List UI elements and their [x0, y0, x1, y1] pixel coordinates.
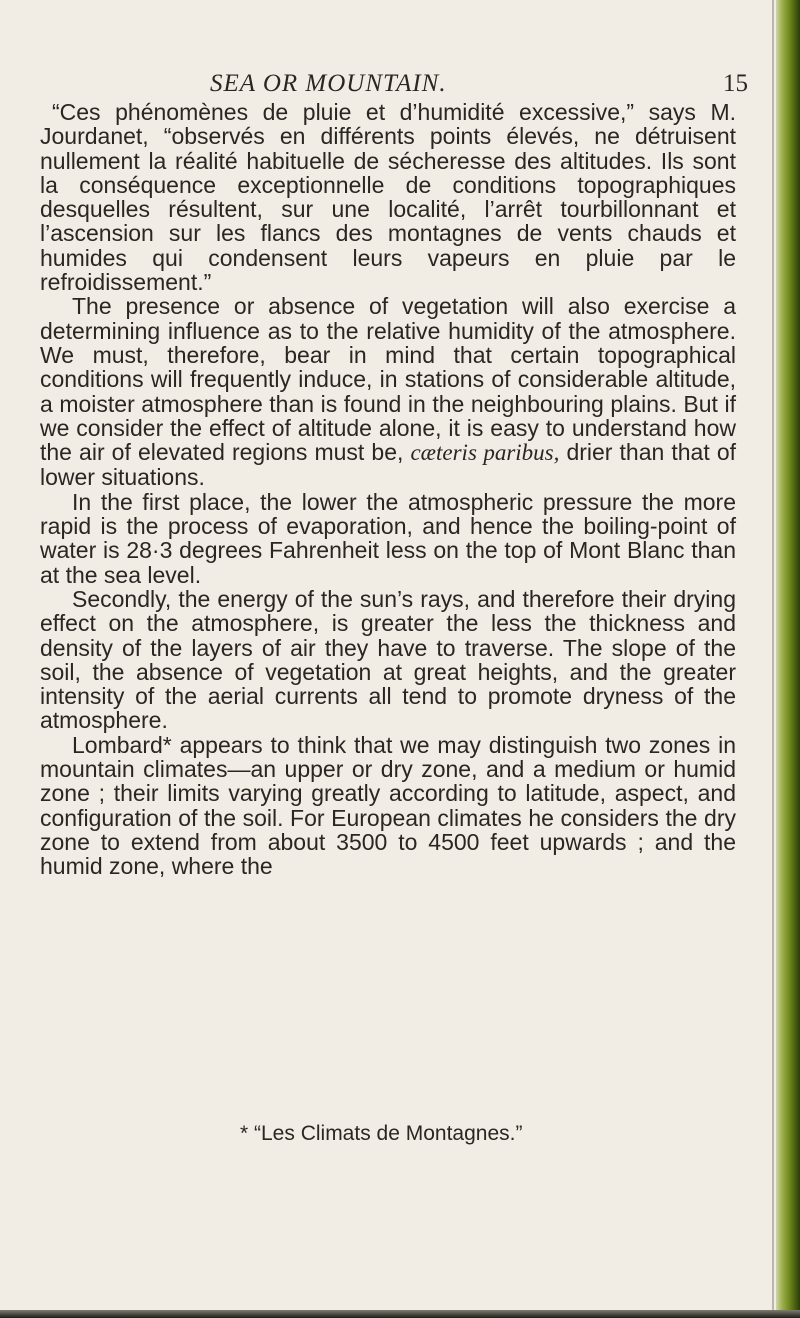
- page-number: 15: [723, 70, 748, 97]
- footnote: * “Les Climats de Montagnes.”: [240, 1122, 523, 1145]
- scan-edge-right: [776, 0, 800, 1318]
- running-head: SEA OR MOUNTAIN.: [210, 70, 447, 97]
- paragraph-pressure: In the first place, the lower the atmospheric pressure the more rapid is the process of evaporation, and hence the boiling-point of water is 28·3 degrees Fahrenheit less on the top of Mont Blanc than at the sea level.: [40, 488, 736, 588]
- scan-edge-line: [772, 0, 774, 1318]
- body-text: [40, 100, 736, 879]
- page-header: [42, 70, 748, 102]
- paragraph-french-quote: “Ces phénomènes de pluie et d’humidité excessive,” says M. Jourdanet, “observés en différents points élevés, ne détruisent nullement la réalité habituelle de sécheresse des altitudes. Ils sont la conséquence exceptionnelle de conditions topographiques desquelles résultent, sur une localité, l’arrêt tourbillonnant et l’ascension sur les flancs des montagnes de vents chauds et humides qui condensent leurs vapeurs en pluie par le refroidissement.”: [40, 99, 736, 296]
- paragraph-vegetation: [40, 294, 736, 489]
- paragraph-vegetation-text: The presence or absence of vegetation will also exercise a determining influence as to the relative humidity of the atmosphere. We must, therefore, bear in mind that certain topographical conditions will frequently induce, in stations of considerable altitude, a moister atmosphere than is found in the neighbouring plains. But if we consider the effect of altitude alone, it is easy to understand how the air of elevated regions must be,: [40, 293, 736, 466]
- scan-edge-bottom: [0, 1310, 800, 1318]
- latin-phrase: cæteris paribus,: [410, 440, 560, 466]
- paragraph-vegetation-tail: drier than that of lower situations.: [40, 439, 736, 491]
- paragraph-lombard: Lombard* appears to think that we may distinguish two zones in mountain climates—an upper or dry zone, and a medium or humid zone ; their limits varying greatly according to latitude, aspect, and configuration of the soil. For European climates he considers the dry zone to extend from about 3500 to 4500 feet upwards ; and the humid zone, where the: [40, 731, 736, 880]
- paragraph-sun-rays: Secondly, the energy of the sun’s rays, and therefore their drying effect on the atmosphere, is greater the less the thickness and density of the layers of air they have to traverse. The slope of the soil, the absence of vegetation at great heights, and the greater intensity of the aerial currents all tend to promote dryness of the atmosphere.: [40, 585, 736, 734]
